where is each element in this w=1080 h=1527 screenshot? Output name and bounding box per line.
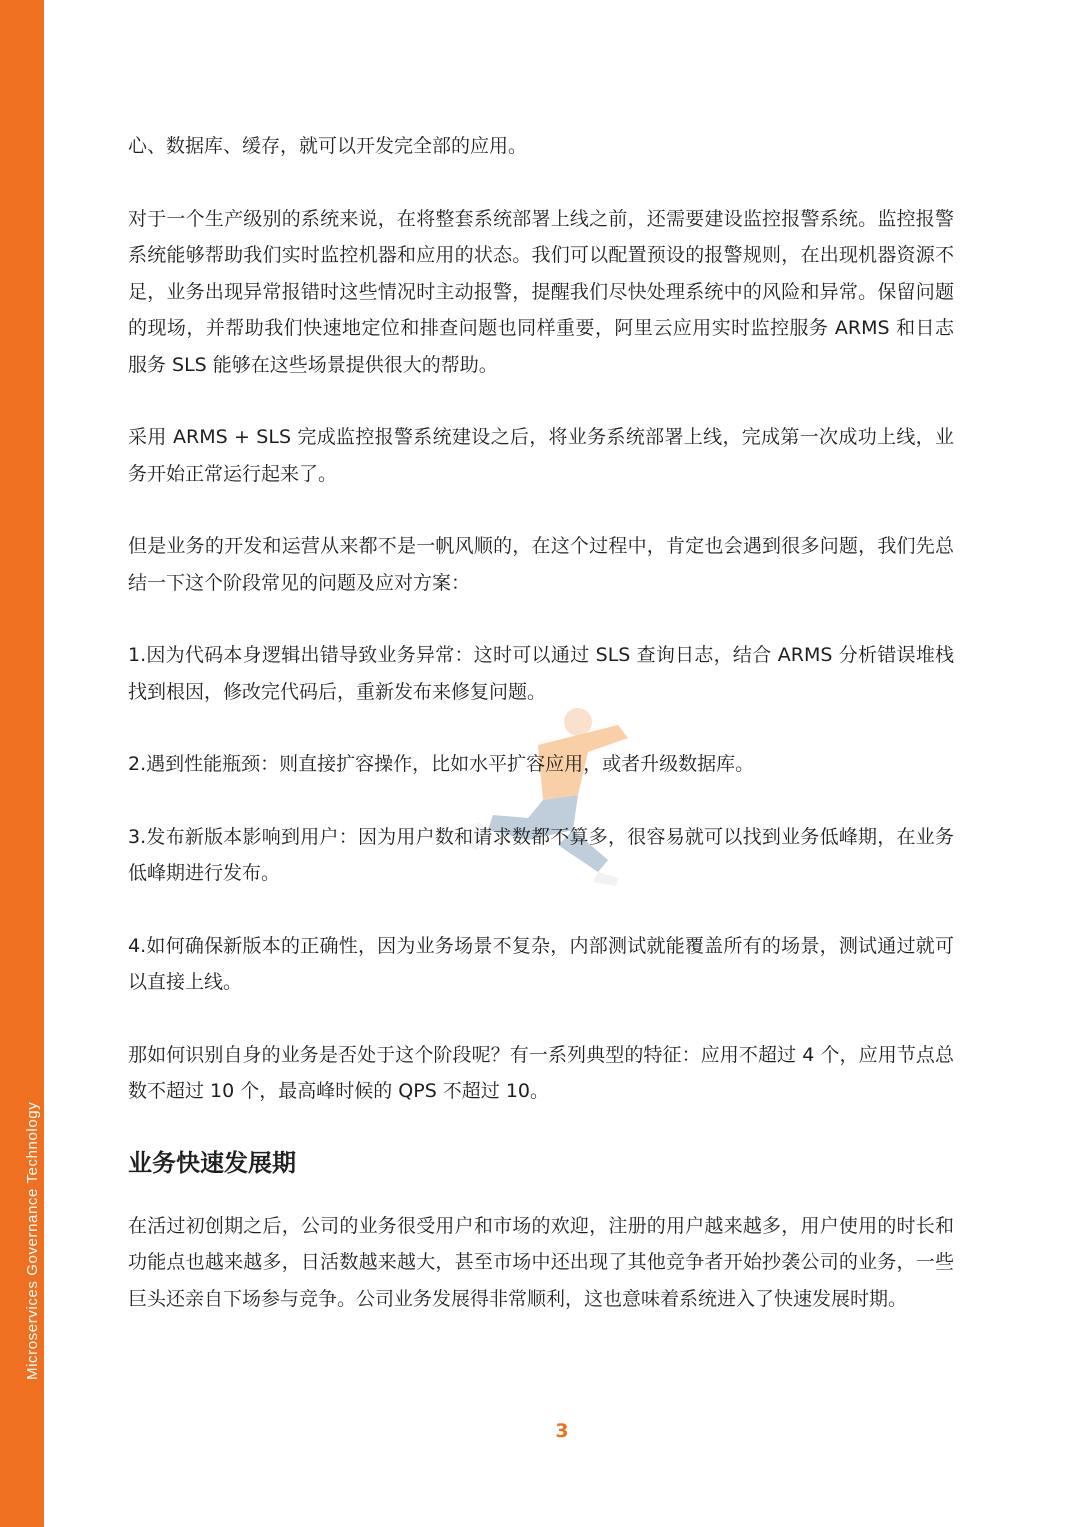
list-item-1: 1.因为代码本身逻辑出错导致业务异常：这时可以通过 SLS 查询日志，结合 ARMS 分析错误堆栈找到根因，修改完代码后，重新发布来修复问题。 (128, 644, 954, 703)
section-heading: 业务快速发展期 (128, 1148, 296, 1177)
side-bar (0, 0, 44, 1527)
paragraph-identify-stage: 那如何识别自身的业务是否处于这个阶段呢？有一系列典型的特征：应用不超过 4 个，应用节点总数不超过 10 个，最高峰时候的 QPS 不超过 10。 (128, 1043, 954, 1102)
list-item-4: 4.如何确保新版本的正确性，因为业务场景不复杂，内部测试就能覆盖所有的场景，测试通过就可以直接上线。 (128, 934, 954, 993)
page-number: 3 (555, 1420, 569, 1442)
content-area (128, 128, 954, 1353)
list-item-2: 2.遇到性能瓶颈：则直接扩容操作，比如水平扩容应用，或者升级数据库。 (128, 753, 755, 775)
paragraph-4: 但是业务的开发和运营从来都不是一帆风顺的，在这个过程中，肯定也会遇到很多问题，我们先总结一下这个阶段常见的问题及应对方案： (128, 535, 954, 594)
paragraph-1: 心、数据库、缓存，就可以开发完全部的应用。 (128, 135, 528, 157)
list-item-3: 3.发布新版本影响到用户：因为用户数和请求数都不算多，很容易就可以找到业务低峰期，在业务低峰期进行发布。 (128, 825, 954, 884)
paragraph-2: 对于一个生产级别的系统来说，在将整套系统部署上线之前，还需要建设监控报警系统。监控报警系统能够帮助我们实时监控机器和应用的状态。我们可以配置预设的报警规则，在出现机器资源不足，业务出现异常报错时这些情况时主动报警，提醒我们尽快处理系统中的风险和异常。保留问题的现场，并帮助我们快速地定位和排查问题也同样重要，阿里云应用实时监控服务 ARMS 和日志服务 SLS 能够在这些场景提供很大的帮助。 (128, 207, 954, 376)
paragraph-growth: 在活过初创期之后，公司的业务很受用户和市场的欢迎，注册的用户越来越多，用户使用的时长和功能点也越来越多，日活数越来越大，甚至市场中还出现了其他竞争者开始抄袭公司的业务，一些巨头还亲自下场参与竞争。公司业务发展得非常顺利，这也意味着系统进入了快速发展时期。 (128, 1214, 954, 1310)
paragraph-3: 采用 ARMS + SLS 完成监控报警系统建设之后，将业务系统部署上线，完成第一次成功上线，业务开始正常运行起来了。 (128, 426, 954, 485)
side-bar-title: Microservices Governance Technology (24, 1101, 41, 1380)
